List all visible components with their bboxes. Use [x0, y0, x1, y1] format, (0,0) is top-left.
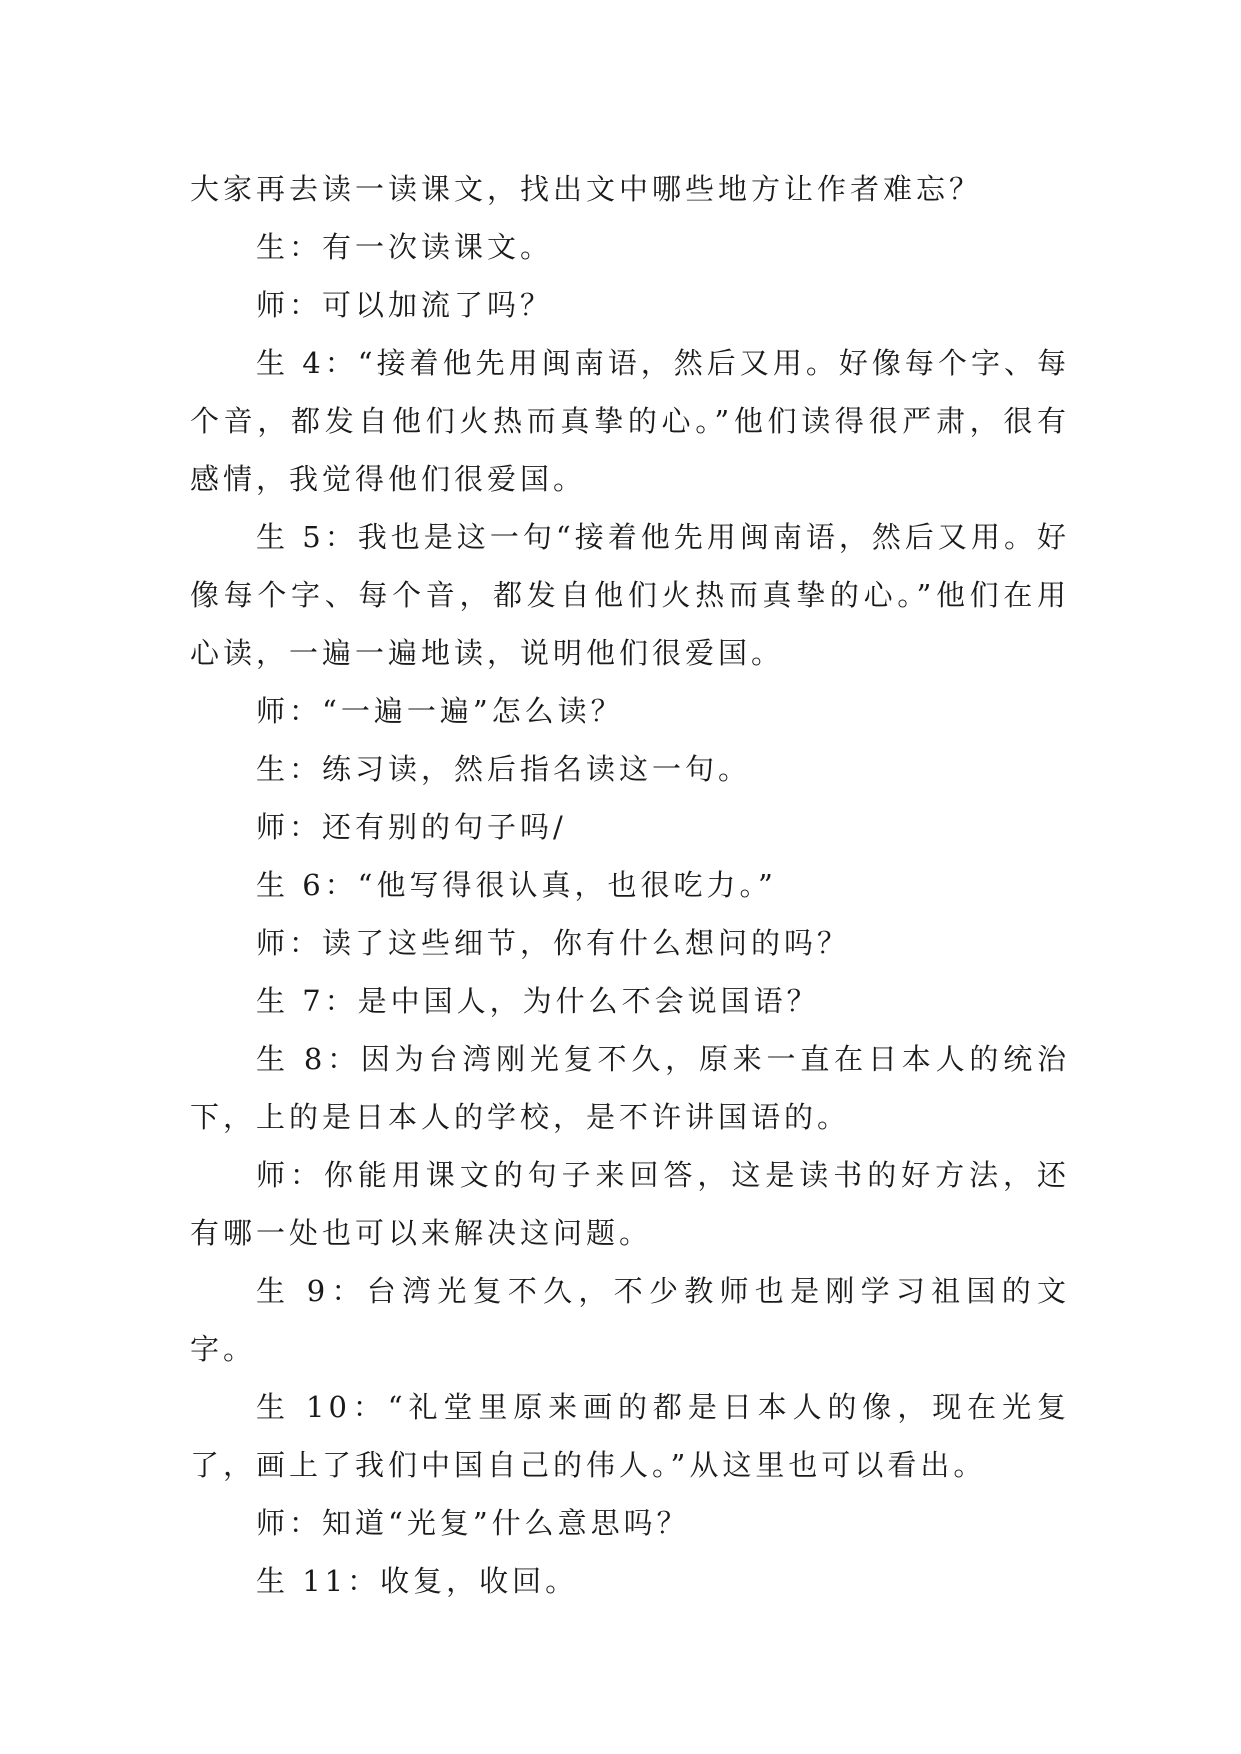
paragraph: 生 10：“礼堂里原来画的都是日本人的像，现在光复了，画上了我们中国自己的伟人。”从这里也可以看出。 [190, 1390, 1070, 1482]
document-body [190, 160, 1070, 1610]
paragraph: 师：还有别的句子吗/ [256, 810, 567, 844]
paragraph: 生：有一次读课文。 [256, 230, 554, 264]
paragraph: 生 9：台湾光复不久，不少教师也是刚学习祖国的文字。 [190, 1274, 1070, 1366]
paragraph: 师：读了这些细节，你有什么想问的吗？ [256, 926, 851, 960]
paragraph: 师：知道“光复”什么意思吗？ [256, 1506, 690, 1540]
paragraph: 生 8：因为台湾刚光复不久，原来一直在日本人的统治下，上的是日本人的学校，是不许讲国语的。 [190, 1042, 1070, 1134]
paragraph: 生 11：收复，收回。 [256, 1564, 579, 1598]
paragraph: 生：练习读，然后指名读这一句。 [256, 752, 752, 786]
paragraph: 生 7：是中国人，为什么不会说国语？ [256, 984, 820, 1018]
paragraph: 生 5：我也是这一句“接着他先用闽南语，然后又用。好像每个字、每个音，都发自他们火热而真挚的心。”他们在用心读，一遍一遍地读，说明他们很爱国。 [190, 520, 1070, 670]
paragraph: 师：“一遍一遍”怎么读？ [256, 694, 624, 728]
paragraph: 师：可以加流了吗？ [256, 288, 554, 322]
paragraph: 大家再去读一读课文，找出文中哪些地方让作者难忘？ [190, 172, 983, 206]
paragraph: 师：你能用课文的句子来回答，这是读书的好方法，还有哪一处也可以来解决这问题。 [190, 1158, 1070, 1250]
paragraph: 生 6：“他写得很认真，也很吃力。” [256, 868, 777, 902]
paragraph: 生 4：“接着他先用闽南语，然后又用。好像每个字、每个音，都发自他们火热而真挚的心。”他们读得很严肃，很有感情，我觉得他们很爱国。 [190, 346, 1070, 496]
